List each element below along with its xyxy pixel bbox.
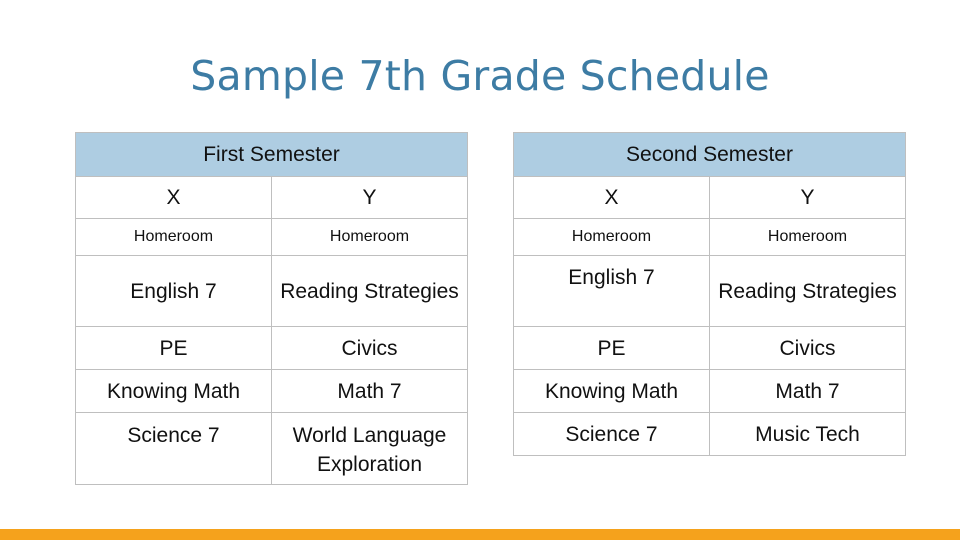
table-cell: Math 7: [272, 370, 468, 413]
column-header-x: X: [514, 177, 710, 219]
table-cell: Homeroom: [710, 219, 906, 256]
table-row: [514, 370, 906, 413]
table-cell: Homeroom: [514, 219, 710, 256]
table-cell: PE: [514, 327, 710, 370]
table-row: [514, 327, 906, 370]
table-cell: Music Tech: [710, 413, 906, 456]
table-cell: Reading Strategies: [272, 256, 468, 327]
table-cell: Math 7: [710, 370, 906, 413]
table-cell: Civics: [710, 327, 906, 370]
column-header-row: [514, 177, 906, 219]
column-header-y: Y: [272, 177, 468, 219]
table-cell: English 7: [514, 256, 710, 327]
column-header-x: X: [76, 177, 272, 219]
table-row: [514, 256, 906, 327]
column-header-row: [76, 177, 468, 219]
column-header-y: Y: [710, 177, 906, 219]
table-cell: Reading Strategies: [710, 256, 906, 327]
semester-header: First Semester: [76, 133, 468, 177]
table-cell: PE: [76, 327, 272, 370]
table-cell: Knowing Math: [514, 370, 710, 413]
second-semester-table: [513, 132, 906, 456]
table-row: [514, 413, 906, 456]
table-cell: Homeroom: [76, 219, 272, 256]
page-title: Sample 7th Grade Schedule: [190, 52, 770, 100]
accent-bar: [0, 529, 960, 540]
semester-header: Second Semester: [514, 133, 906, 177]
table-header-row: [76, 133, 468, 177]
table-header-row: [514, 133, 906, 177]
table-cell: World Language Exploration: [272, 413, 468, 485]
table-row: [76, 219, 468, 256]
table-row: [76, 413, 468, 485]
table-row: [514, 219, 906, 256]
table-cell: English 7: [76, 256, 272, 327]
table-cell: Civics: [272, 327, 468, 370]
table-cell: Science 7: [76, 413, 272, 485]
table-row: [76, 327, 468, 370]
table-cell: Knowing Math: [76, 370, 272, 413]
table-cell: Science 7: [514, 413, 710, 456]
first-semester-table: [75, 132, 468, 485]
table-row: [76, 370, 468, 413]
table-row: [76, 256, 468, 327]
table-cell: Homeroom: [272, 219, 468, 256]
